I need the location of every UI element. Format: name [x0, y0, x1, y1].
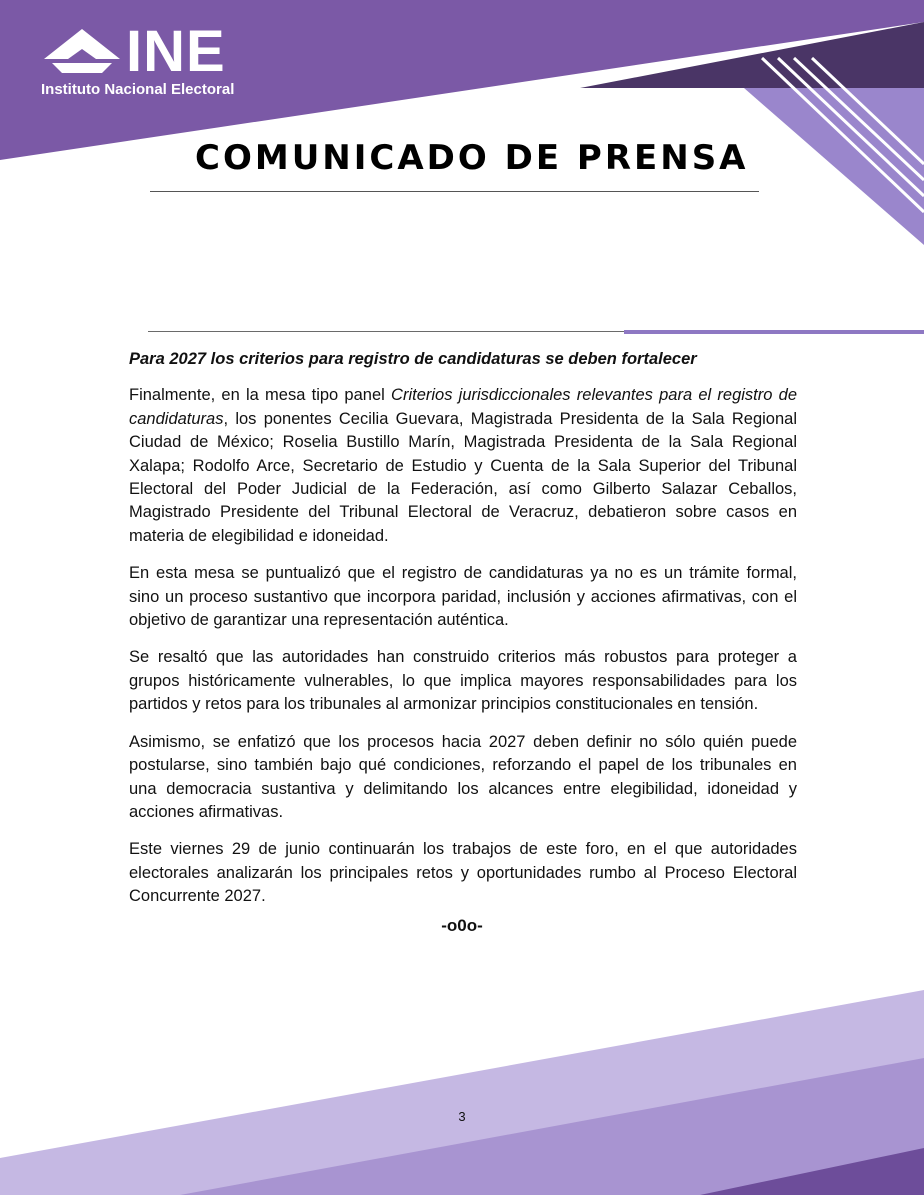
- subheading: Para 2027 los criterios para registro de candidaturas se deben fortalecer: [129, 350, 697, 368]
- paragraph-5: Este viernes 29 de junio continuarán los trabajos de este foro, en el que autoridades electorales analizarán los principales retos y oportunidades rumbo al Proceso Electoral Concurrente 2027.: [129, 840, 797, 906]
- content-divider: [148, 331, 624, 332]
- panel-title: Criterios jurisdiccionales relevantes para el registro de candidaturas: [129, 386, 797, 428]
- document-title: COMUNICADO DE PRENSA: [195, 138, 749, 178]
- paragraph-1-rest: , los ponentes Cecilia Guevara, Magistrada Presidenta de la Sala Regional Ciudad de México; Roselia Bustillo Marín, Magistrada Presidenta de la Sala Regional Xalapa; Rodolfo Arce, Secretario de Estudio y Cuenta de la Sala Superior del Tribunal Electoral del Poder Judicial de la Federación, así como Gilberto Salazar Ceballos, Magistrado Presidente del Tribunal Electoral de Veracruz, debatieron sobre casos en materia de elegibilidad e idoneidad.: [129, 409, 797, 545]
- content-divider-accent: [624, 330, 924, 334]
- title-divider: [150, 191, 759, 192]
- paragraph-3: Se resaltó que las autoridades han construido criterios más robustos para proteger a grupos históricamente vulnerables, lo que implica mayores responsabilidades para los partidos y retos para los tribunales al armonizar principios constitucionales en tensión.: [129, 648, 797, 714]
- paragraph-1: [129, 384, 797, 548]
- ine-logo-mark: [42, 27, 122, 77]
- logo-subtitle: Instituto Nacional Electoral: [41, 81, 235, 98]
- paragraph-4: Asimismo, se enfatizó que los procesos hacia 2027 deben definir no sólo quién puede postularse, sino también bajo qué condiciones, reforzando el papel de los tribunales en una democracia sustantiva y delimitando los alcances entre elegibilidad, idoneidad y acciones afirmativas.: [129, 732, 797, 821]
- logo-acronym: INE: [126, 19, 226, 84]
- paragraph-2: En esta mesa se puntualizó que el registro de candidaturas ya no es un trámite formal, sino un proceso sustantivo que incorpora paridad, inclusión y acciones afirmativas, con el objetivo de garantizar una representación auténtica.: [129, 564, 797, 630]
- press-release-body: [129, 348, 797, 923]
- page-number: 3: [458, 1109, 466, 1124]
- closing-mark: -o0o-: [441, 916, 483, 935]
- paragraph-1-intro: Finalmente, en la mesa tipo panel: [129, 386, 392, 405]
